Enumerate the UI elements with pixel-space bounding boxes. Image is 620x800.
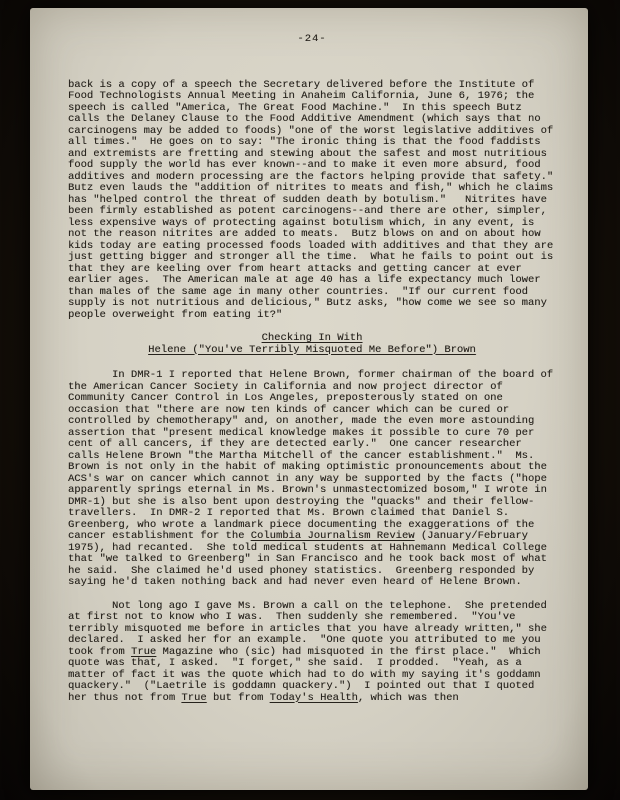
- text-run: (January/February 1975), had recanted. She told medical students at Hahnemann Medical College that "we talked to Greenberg" in San Francisco and he took back most of what he said. She claimed he'd used phoney statistics. Greenberg responded by saying he'd taken nothing back and had never even heard of Helene Brown.: [68, 530, 554, 588]
- text-run: back is a copy of a speech the Secretary delivered before the Institute of Food Technologists Annual Meeting in Anaheim California, June 6, 1976; the speech is called "America, The Great Food Machine." In this speech Butz calls the Delaney Clause to the Food Additive Amendment (which says that no carcinogens may be added to foods) "one of the worst legislative additives of all times." He goes on to say: "The ironic thing is that the food faddists and extremists are fretting and stewing about the safest and most nutritious food supply the world has ever known--and to make it even more absurd, food additives and modern processing are the factors helping provide that safety." Butz even lauds the "addition of nitrites to meats and fish," which he claims has "helped control the threat of sudden death by botulism." Nitrites have been firmly established as potent carcinogens--and there are other, simpler, less expensive ways of protecting against botulism which, in any event, is not the reason nitrites are added to meats. Butz blows on and on about how kids today are eating processed foods loaded with additives and that they are just getting bigger and stronger all the time. What he fails to point out is that they are keeling over from heart attacks and getting cancer at ever earlier ages. The American male at age 40 has a life expectancy much lower than males of the same age in many other countries. "If our current food supply is not nutritious and delicious," Butz asks, "how come we see so many people overweight from eating it?": [68, 78, 566, 321]
- text-run: but from: [206, 691, 270, 704]
- section-heading: [68, 333, 556, 356]
- underlined-title: Today's Health: [269, 691, 358, 704]
- section-heading-line-1: Checking In With: [261, 332, 363, 344]
- text-run: Magazine who (sic) had misquoted in the first place." Which quote was that, I asked. "I forget," she said. I prodded. "Yeah, as a matter of fact it was the quote which had to do with my saying it's goddamn quackery." ("Laetrile is goddamn quackery.") I pointed out that I quoted her thus not from: [68, 645, 547, 704]
- underlined-title: True: [181, 691, 207, 704]
- page-number: -24-: [297, 33, 327, 45]
- text-run: , which was then: [357, 691, 459, 704]
- underlined-title: True: [131, 645, 157, 658]
- paragraph-3: [68, 601, 556, 705]
- document-page: [30, 8, 588, 790]
- paragraph-2: [68, 369, 560, 589]
- paragraph-1: [68, 78, 566, 322]
- page-content: [68, 33, 566, 778]
- text-run: In DMR-1 I reported that Helene Brown, former chairman of the board of the American Cancer Society in California and now project director of Community Cancer Control in Los Angeles, preposterously stated on one occasion that "there are now ten kinds of cancer which can be cured or controlled by chemotherapy" and, on another, made the even more astounding assertion that "present medical knowledge makes it possible to cure 70 per cent of all cancers, if they are detected early." One cancer researcher calls Helene Brown "the Martha Mitchell of the cancer establishment." Ms. Brown is not only in the habit of making optimistic pronouncements about the ACS's war on cancer which cannot in any way be supported by the facts ("hope apparently springs eternal in Ms. Brown's unmastectomized bosom," I wrote in DMR-1) but she is also bent upon destroying the "quacks" and their fellow-travellers. In DMR-2 I reported that Ms. Brown claimed that Daniel S. Greenberg, who wrote a landmark piece documenting the exaggerations of the cancer establishment for the: [68, 369, 560, 542]
- text-run: Not long ago I gave Ms. Brown a call on the telephone. She pretended at first not to know who I was. Then suddenly she remembered. "You've terribly misquoted me before in articles that you have already written," she declared. I asked her for an example. "One quote you attributed to me you took from: [68, 599, 554, 658]
- section-heading-line-2: Helene ("You've Terribly Misquoted Me Before") Brown: [148, 343, 476, 356]
- underlined-title: Columbia Journalism Review: [250, 530, 415, 542]
